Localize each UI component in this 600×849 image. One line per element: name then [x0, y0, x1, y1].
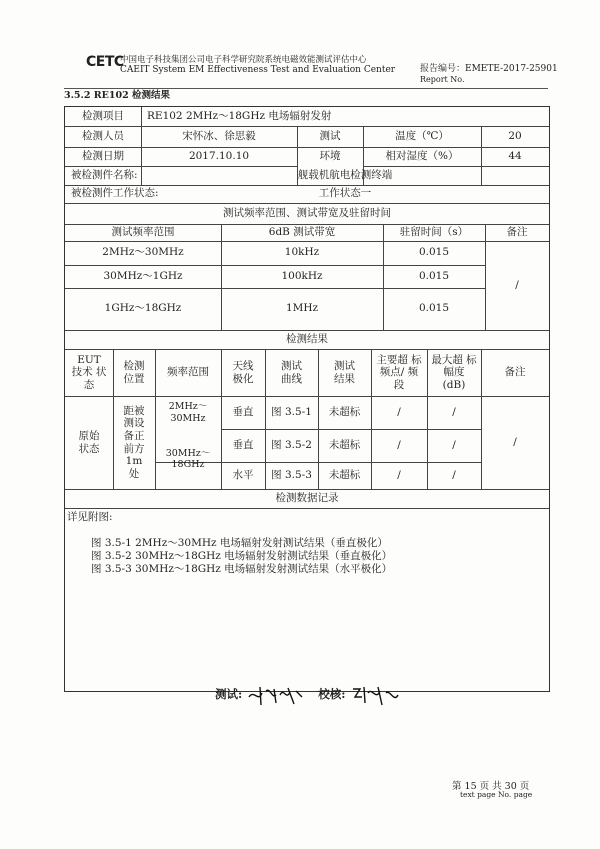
exceed-freq-cell: /	[397, 438, 401, 451]
section-title: 3.5.2 RE102 检测结果	[64, 90, 171, 101]
figure-list	[91, 537, 392, 576]
polarization-cell: 垂直	[232, 405, 254, 418]
header-polarization: 天线 极化	[232, 359, 254, 385]
range-cell: 2MHz～ 30MHz	[168, 401, 208, 424]
exceed-freq-cell: /	[397, 405, 401, 418]
freq-remark-cell: /	[515, 278, 519, 291]
freq-dwell-cell: 0.015	[418, 269, 450, 282]
results-title: 检测结果	[286, 332, 328, 345]
freq-range-cell: 1GHz～18GHz	[104, 302, 182, 315]
org-name-cn: 中国电子科技集团公司电子科学研究院系统电磁效能测试评估中心	[120, 55, 367, 65]
temp-label: 温度（℃）	[395, 129, 449, 142]
header-curve: 测试 曲线	[281, 359, 302, 385]
eut-label: 被检测件名称:	[71, 168, 138, 181]
tester-label: 测试:	[215, 687, 243, 701]
eut-value: 舰载机航电检测终端	[297, 168, 393, 181]
document-header	[86, 48, 556, 88]
exceed-freq-cell: /	[397, 468, 401, 481]
humidity-value: 44	[508, 149, 522, 162]
report-number: 报告编号：EMETE-2017-25901	[420, 64, 558, 74]
freq-section-title: 测试频率范围、测试带宽及驻留时间	[223, 206, 391, 219]
curve-cell: 图 3.5-3	[271, 468, 312, 481]
results-table	[64, 106, 550, 701]
freq-header-range: 测试频率范围	[111, 225, 175, 238]
state-value: 工作状态一	[318, 187, 372, 200]
curve-cell: 图 3.5-2	[271, 438, 312, 451]
humidity-label: 相对湿度（%）	[385, 149, 459, 162]
polarization-cell: 垂直	[232, 438, 254, 451]
freq-dwell-cell: 0.015	[418, 246, 450, 259]
freq-range-cell: 2MHz～30MHz	[102, 246, 184, 259]
header-eut-state: EUT 技术 状态	[71, 353, 107, 391]
freq-range-cell: 30MHz～1GHz	[103, 269, 183, 282]
header-range: 频率范围	[167, 365, 209, 378]
header-remark: 备注	[504, 365, 526, 378]
checker-signature	[350, 683, 402, 707]
see-figures-label: 详见附图:	[67, 511, 113, 524]
people-label: 检测人员	[82, 129, 124, 142]
date-label: 检测日期	[82, 149, 124, 162]
eut-state-cell: 原始 状态	[78, 429, 100, 455]
header-exceed-freq: 主要超 标频点/ 频段	[376, 353, 422, 391]
records-title: 检测数据记录	[275, 491, 339, 504]
freq-bandwidth-cell: 1MHz	[285, 302, 319, 315]
header-position: 检测 位置	[123, 359, 145, 385]
env-label-2: 环境	[319, 149, 341, 162]
item-value: RE102 2MHz～18GHz 电场辐射发射	[147, 109, 332, 122]
freq-header-remark: 备注	[506, 225, 528, 238]
cetc-logo: CETC	[86, 54, 124, 70]
header-exceed-margin: 最大超 标幅度 (dB)	[431, 353, 477, 391]
remark-cell: /	[513, 435, 517, 448]
state-label: 被检测件工作状态:	[71, 187, 159, 200]
figure-caption: 图 3.5-1 2MHz～30MHz 电场辐射发射测试结果（垂直极化）	[91, 537, 388, 549]
people-value: 宋怀冰、徐思毅	[182, 129, 256, 142]
result-cell: 未超标	[328, 468, 361, 481]
exceed-margin-cell: /	[452, 438, 456, 451]
checker-label: 校核:	[318, 687, 346, 701]
exceed-margin-cell: /	[452, 468, 456, 481]
range-cell: 30MHz～ 18GHz	[165, 447, 211, 470]
env-label-1: 测试	[319, 129, 341, 142]
freq-dwell-cell: 0.015	[418, 302, 450, 315]
freq-bandwidth-cell: 100kHz	[281, 269, 323, 282]
temp-value: 20	[508, 129, 522, 142]
org-name-en: CAEIT System EM Effectiveness Test and Evaluation Center	[120, 65, 396, 75]
freq-bandwidth-cell: 10kHz	[284, 246, 320, 259]
freq-header-dwell: 驻留时间（s）	[399, 225, 469, 238]
freq-header-bandwidth: 6dB 测试带宽	[268, 225, 336, 238]
signature-line	[215, 683, 402, 707]
tester-signature	[246, 683, 304, 707]
page-number-en: text page No. page	[460, 790, 533, 799]
result-cell: 未超标	[328, 405, 361, 418]
item-label: 检测项目	[82, 109, 124, 122]
figure-caption: 图 3.5-2 30MHz～18GHz 电场辐射发射测试结果（垂直极化）	[91, 550, 393, 562]
curve-cell: 图 3.5-1	[271, 405, 312, 418]
figure-caption: 图 3.5-3 30MHz～18GHz 电场辐射发射测试结果（水平极化）	[91, 563, 393, 575]
polarization-cell: 水平	[232, 468, 254, 481]
header-result: 测试 结果	[334, 359, 355, 385]
page-number: 第 15 页 共 30 页	[452, 781, 530, 792]
exceed-margin-cell: /	[452, 405, 456, 418]
result-cell: 未超标	[328, 438, 361, 451]
date-value: 2017.10.10	[188, 149, 250, 162]
position-cell: 距被 测设 备正 前方 1m 处	[123, 404, 145, 480]
report-number-en: Report No.	[420, 75, 465, 84]
